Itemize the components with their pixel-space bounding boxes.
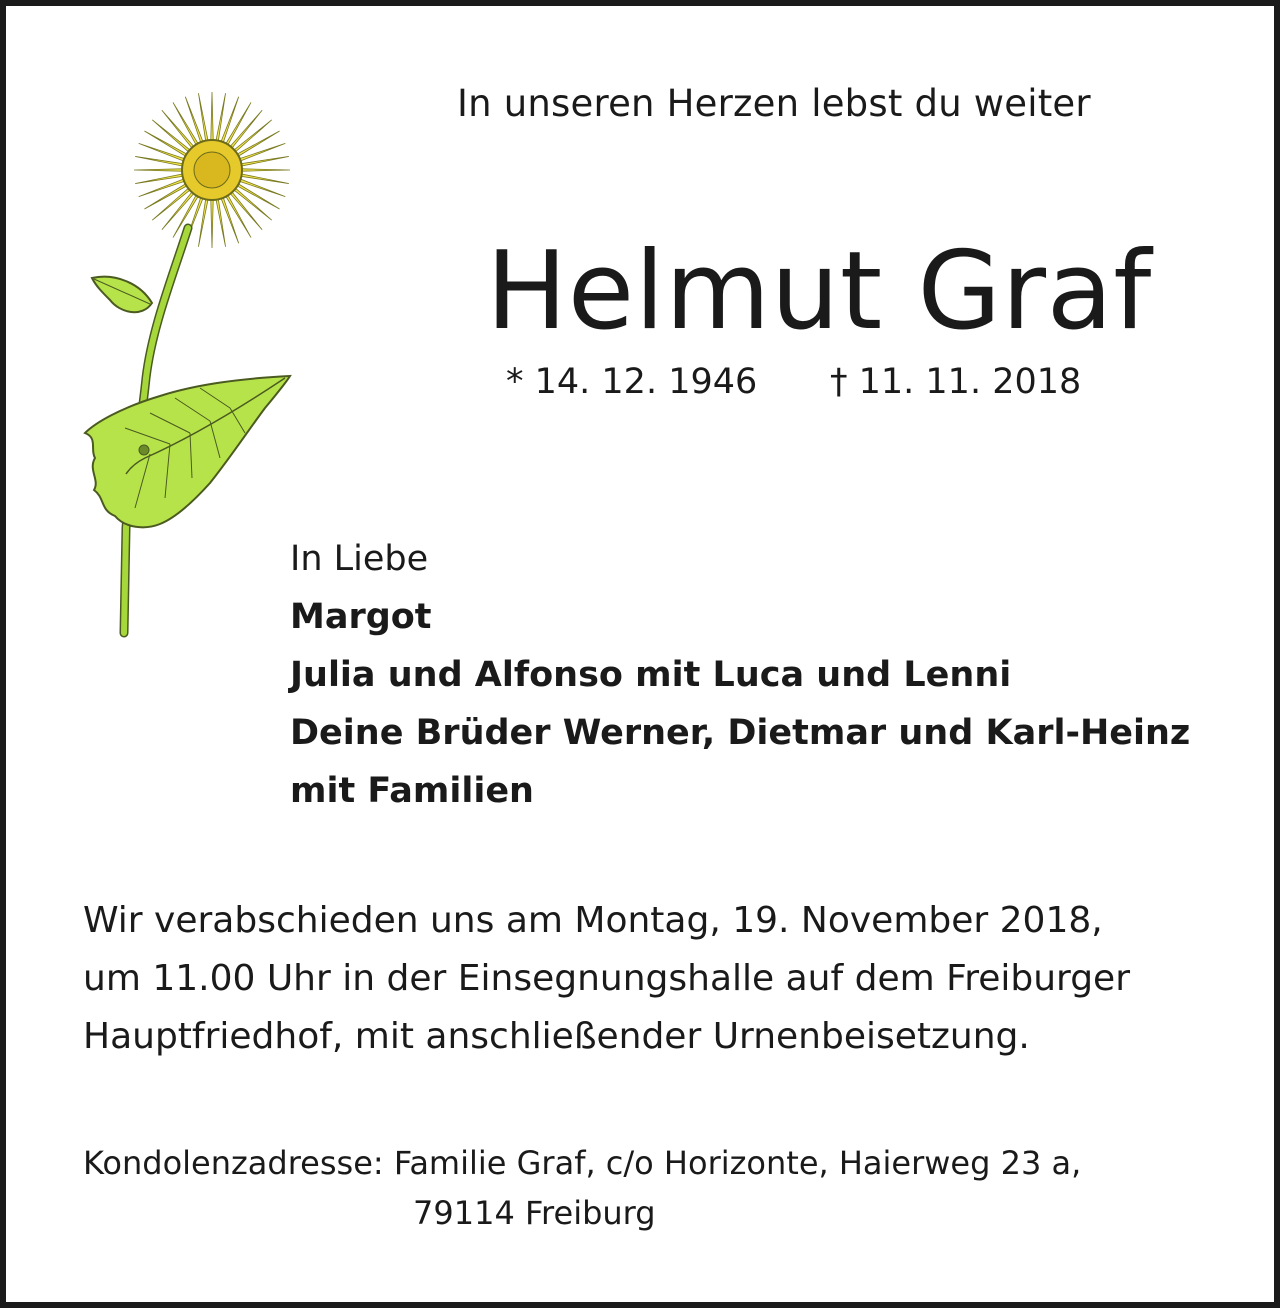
death-date: † 11. 11. 2018 — [830, 362, 1082, 402]
service-details — [83, 892, 1130, 1066]
deceased-name: Helmut Graf — [486, 229, 1152, 354]
motto: In unseren Herzen lebst du weiter — [457, 82, 1091, 125]
large-leaf — [85, 376, 290, 527]
flower-core — [194, 152, 230, 188]
condolence-address — [83, 1138, 1081, 1238]
mourner-line: Margot — [290, 597, 432, 637]
service-line: Wir verabschieden uns am Montag, 19. November 2018, — [83, 900, 1103, 941]
birth-date: * 14. 12. 1946 — [506, 362, 758, 402]
mourner-line: Julia und Alfonso mit Luca und Lenni — [290, 655, 1012, 695]
service-line: Hauptfriedhof, mit anschließender Urnenbeisetzung. — [83, 1016, 1030, 1057]
mourner-line: Deine Brüder Werner, Dietmar und Karl-Heinz — [290, 713, 1191, 753]
service-line: um 11.00 Uhr in der Einsegnungshalle auf dem Freiburger — [83, 958, 1130, 999]
sunflower-illustration-icon — [80, 78, 295, 643]
signoff-intro: In Liebe — [290, 539, 429, 579]
petal — [211, 92, 214, 144]
condolence-line-1: Kondolenzadresse: Familie Graf, c/o Horizonte, Haierweg 23 a, — [83, 1144, 1082, 1182]
mourner-line: mit Familien — [290, 771, 534, 811]
petal — [238, 169, 290, 172]
condolence-line-2: 79114 Freiburg — [413, 1194, 656, 1232]
mourners-block — [290, 530, 1190, 820]
petal — [211, 196, 214, 248]
petal — [134, 169, 186, 172]
